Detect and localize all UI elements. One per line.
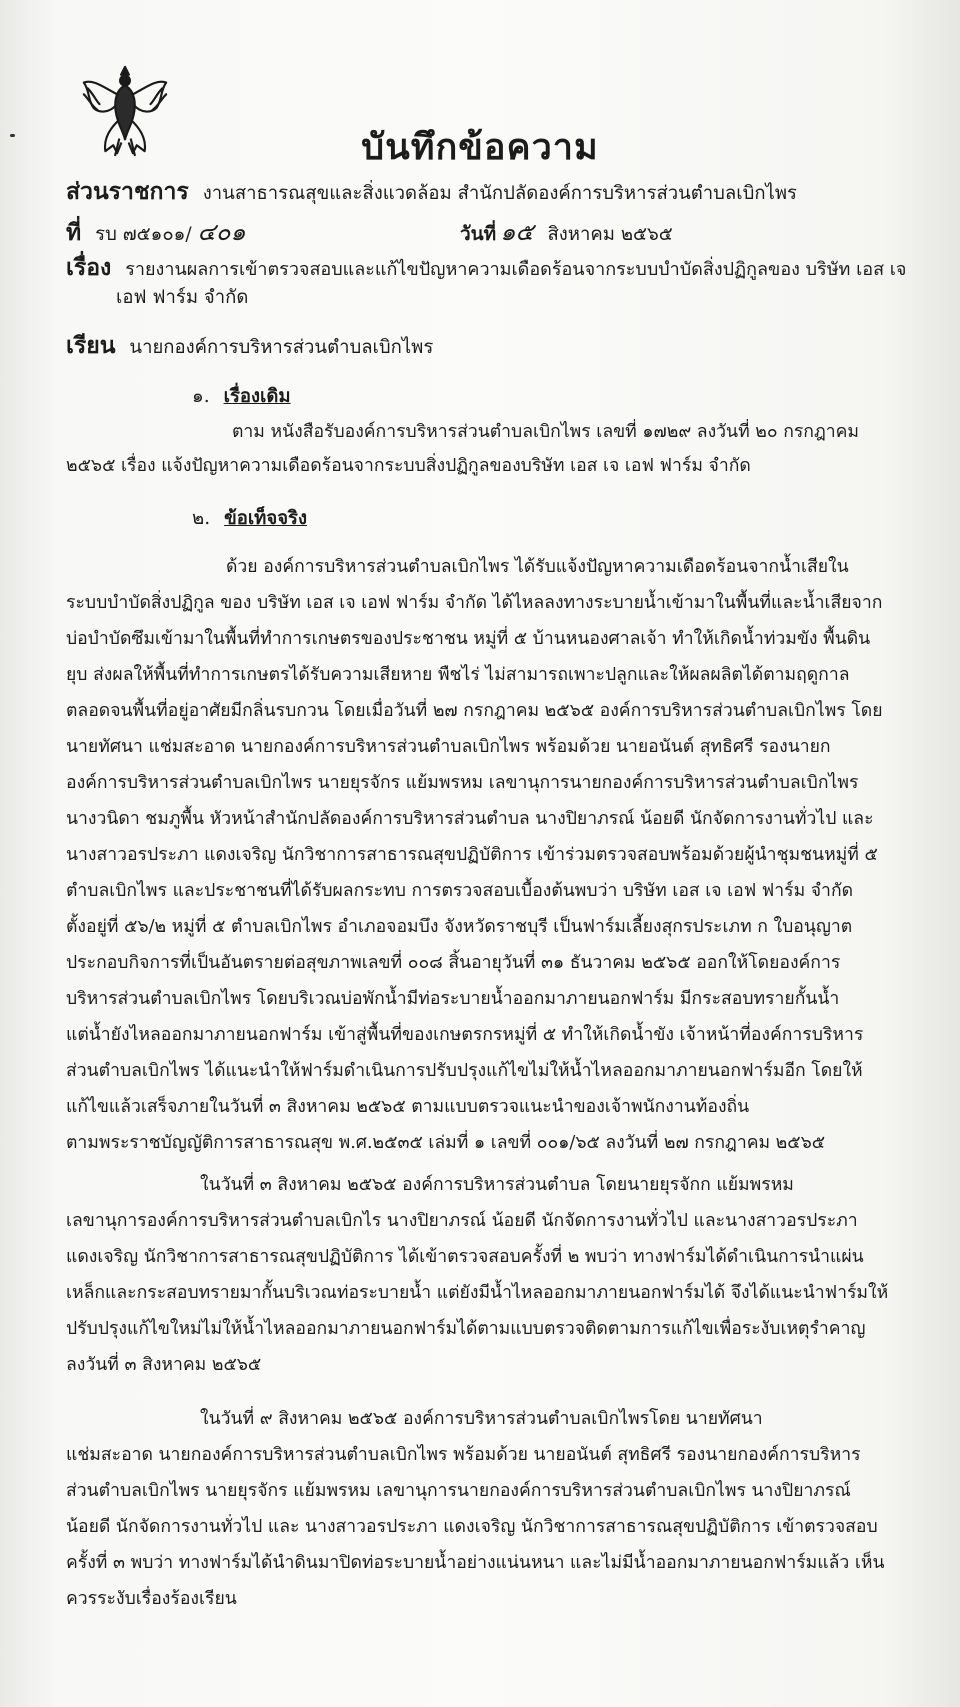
body-line: ตลอดจนพื้นที่อยู่อาศัยมีกลิ่นรบกวน โดยเมื่อวันที่ ๒๗ กรกฎาคม ๒๕๖๕ องค์การบริหารส่วนตำบลเบิกไพร โดย xyxy=(66,701,883,721)
body-line: ครั้งที่ ๓ พบว่า ทางฟาร์มได้นำดินมาปิดท่อระบายน้ำอย่างแน่นหนา และไม่มีน้ำออกมาภายนอกฟาร์มแล้ว เห็น xyxy=(66,1553,885,1573)
body-line: ตั้งอยู่ที่ ๕๖/๒ หมู่ที่ ๕ ตำบลเบิกไพร อำเภอจอมบึง จังหวัดราชบุรี เป็นฟาร์มเลี้ยงสุกรประเภท ก ใบอนุญาต xyxy=(66,917,853,937)
body-line: ปรับปรุงแก้ไขใหม่ไม่ให้น้ำไหลออกมาภายนอกฟาร์มได้ตามแบบตรวจติดตามการแก้ไขเพื่อระงับเหตุรำคาญ xyxy=(66,1319,866,1339)
body-line: ตาม หนังสือรับองค์การบริหารส่วนตำบลเบิกไพร เลขที่ ๑๗๒๙ ลงวันที่ ๒๐ กรกฎาคม xyxy=(232,422,860,442)
document-number-row xyxy=(66,212,246,251)
body-line: ๒๕๖๕ เรื่อง แจ้งปัญหาความเดือดร้อนจากระบบสิ่งปฏิกูลของบริษัท เอส เจ เอฟ ฟาร์ม จำกัด xyxy=(66,456,751,476)
page-title: บันทึกข้อความ xyxy=(361,126,599,168)
body-line: ระบบบำบัดสิ่งปฏิกูล ของ บริษัท เอส เจ เอฟ ฟาร์ม จำกัด ได้ไหลลงทางระบายน้ำเข้ามาในพื้นที่และน้ำเสียจาก xyxy=(66,593,883,613)
handwritten-number: ๔๐๑ xyxy=(197,218,246,246)
body-line: น้อยดี นักจัดการงานทั่วไป และ นางสาวอรประภา แดงเจริญ นักวิชาการสาธารณสุขปฏิบัติการ เข้าตรวจสอบ xyxy=(66,1517,878,1537)
body-line: ลงวันที่ ๓ สิงหาคม ๒๕๖๕ xyxy=(66,1355,262,1375)
section-2-title: ข้อเท็จจริง xyxy=(224,508,308,529)
section-2-heading xyxy=(192,504,307,533)
body-line: ส่วนตำบลเบิกไพร ได้แนะนำให้ฟาร์มดำเนินการปรับปรุงแก้ไขไม่ให้น้ำไหลออกมาภายนอกฟาร์มอีก โดยให้ xyxy=(66,1061,863,1081)
recipient-label: เรียน xyxy=(66,332,116,359)
body-line: ควรระงับเรื่องร้องเรียน xyxy=(66,1589,237,1609)
body-line: นางสาวอรประภา แดงเจริญ นักวิชาการสาธารณสุขปฏิบัติการ เข้าร่วมตรวจสอบพร้อมด้วยผู้นำชุมชนหมู่ที่ ๕ xyxy=(66,845,878,865)
section-1-title: เรื่องเดิม xyxy=(223,386,291,407)
body-line: แต่น้ำยังไหลออกมาภายนอกฟาร์ม เข้าสู่พื้นที่ของเกษตรกรหมู่ที่ ๕ ทำให้เกิดน้ำขัง เจ้าหน้าที่องค์การบริหาร xyxy=(66,1025,864,1045)
body-line: ประกอบกิจการที่เป็นอันตรายต่อสุขภาพเลขที่ ๐๐๘ สิ้นอายุวันที่ ๓๑ ธันวาคม ๒๕๖๕ ออกให้โดยองค์การ xyxy=(66,953,841,973)
body-line: ในวันที่ ๙ สิงหาคม ๒๕๖๕ องค์การบริหารส่วนตำบลเบิกไพรโดย นายทัศนา xyxy=(200,1409,763,1429)
number-value: รบ ๗๕๑๐๑/ xyxy=(95,224,192,245)
body-line: ตามพระราชบัญญัติการสาธารณสุข พ.ศ.๒๕๓๕ เล่มที่ ๑ เลขที่ ๐๐๑/๖๕ ลงวันที่ ๒๗ กรกฎาคม ๒๕๖๕ xyxy=(66,1133,826,1153)
body-line: เลขานุการองค์การบริหารส่วนตำบลเบิกไร นางปิยาภรณ์ น้อยดี นักจัดการงานทั่วไป และนางสาวอรประภา xyxy=(66,1211,858,1231)
body-line: แดงเจริญ นักวิชาการสาธารณสุขปฏิบัติการ ได้เข้าตรวจสอบครั้งที่ ๒ พบว่า ทางฟาร์มได้ดำเนินการนำแผ่น xyxy=(66,1247,864,1267)
body-line: แก้ไขแล้วเสร็จภายในวันที่ ๓ สิงหาคม ๒๕๖๕ ตามแบบตรวจแนะนำของเจ้าพนักงานท้องถิ่น xyxy=(66,1097,750,1117)
handwritten-day: ๑๕ xyxy=(500,218,534,246)
date-label: วันที่ xyxy=(460,223,497,245)
section-2-number: ๒. xyxy=(192,508,211,529)
subject-row xyxy=(66,250,906,286)
agency-row xyxy=(66,174,797,210)
body-line: บริหารส่วนตำบลเบิกไพร โดยบริเวณบ่อพักน้ำมีท่อระบายน้ำออกมาภายนอกฟาร์ม มีกระสอบทรายกั้นน้ำ xyxy=(66,989,840,1009)
body-line: ด้วย องค์การบริหารส่วนตำบลเบิกไพร ได้รับแจ้งปัญหาความเดือดร้อนจากน้ำเสียใน xyxy=(226,557,849,577)
section-1-heading xyxy=(192,382,291,411)
number-label: ที่ xyxy=(66,219,82,246)
date-value: สิงหาคม ๒๕๖๕ xyxy=(547,224,673,245)
body-line: ในวันที่ ๓ สิงหาคม ๒๕๖๕ องค์การบริหารส่วนตำบล โดยนายยุรจักก แย้มพรหม xyxy=(200,1175,794,1195)
body-line: ส่วนตำบลเบิกไพร นายยุรจักร แย้มพรหม เลขานุการนายกองค์การบริหารส่วนตำบลเบิกไพร นางปิยาภรณ์ xyxy=(66,1481,851,1501)
recipient-row xyxy=(66,328,433,364)
body-line: บ่อบำบัดซึมเข้ามาในพื้นที่ทำการเกษตรของประชาชน หมู่ที่ ๕ บ้านหนองศาลเจ้า ทำให้เกิดน้ำท่วมขัง พื้นดิน xyxy=(66,629,871,649)
recipient-value: นายกองค์การบริหารส่วนตำบลเบิกไพร xyxy=(129,337,434,358)
date-row xyxy=(460,212,673,251)
subject-line-1: รายงานผลการเข้าตรวจสอบและแก้ไขปัญหาความเดือดร้อนจากระบบบำบัดสิ่งปฏิกูลของ บริษัท เอส เจ xyxy=(125,259,907,280)
section-1-number: ๑. xyxy=(192,386,210,407)
body-line: นายทัศนา แช่มสะอาด นายกองค์การบริหารส่วนตำบลเบิกไพร พร้อมด้วย นายอนันต์ สุทธิศรี รองนายก xyxy=(66,737,831,757)
body-line: ยุบ ส่งผลให้พื้นที่ทำการเกษตรได้รับความเสียหาย พืชไร่ ไม่สามารถเพาะปลูกและให้ผลผลิตได้ตามฤดูกาล xyxy=(66,665,850,685)
body-line: ตำบลเบิกไพร และประชาชนที่ได้รับผลกระทบ การตรวจสอบเบื้องต้นพบว่า บริษัท เอส เจ เอฟ ฟาร์ม จำกัด xyxy=(66,881,854,901)
subject-line-2: เอฟ ฟาร์ม จำกัด xyxy=(116,287,249,308)
body-line: นางวนิดา ชมภูพื้น หัวหน้าสำนักปลัดองค์การบริหารส่วนตำบล นางปิยาภรณ์ น้อยดี นักจัดการงานทั่วไป และ xyxy=(66,809,874,829)
body-line: เหล็กและกระสอบทรายมากั้นบริเวณท่อระบายน้ำ แต่ยังมีน้ำไหลออกมาภายนอกฟาร์มได้ จึงได้แนะนำฟาร์มให้ xyxy=(66,1283,889,1303)
agency-label: ส่วนราชการ xyxy=(66,178,189,205)
subject-label: เรื่อง xyxy=(66,254,112,281)
body-line: องค์การบริหารส่วนตำบลเบิกไพร นายยุรจักร แย้มพรหม เลขานุการนายกองค์การบริหารส่วนตำบลเบิกไพร xyxy=(66,773,859,793)
body-line: แช่มสะอาด นายกองค์การบริหารส่วนตำบลเบิกไพร พร้อมด้วย นายอนันต์ สุทธิศรี รองนายกองค์การบริหาร xyxy=(66,1445,861,1465)
agency-value: งานสาธารณสุขและสิ่งแวดล้อม สำนักปลัดองค์การบริหารส่วนตำบลเบิกไพร xyxy=(202,183,797,204)
